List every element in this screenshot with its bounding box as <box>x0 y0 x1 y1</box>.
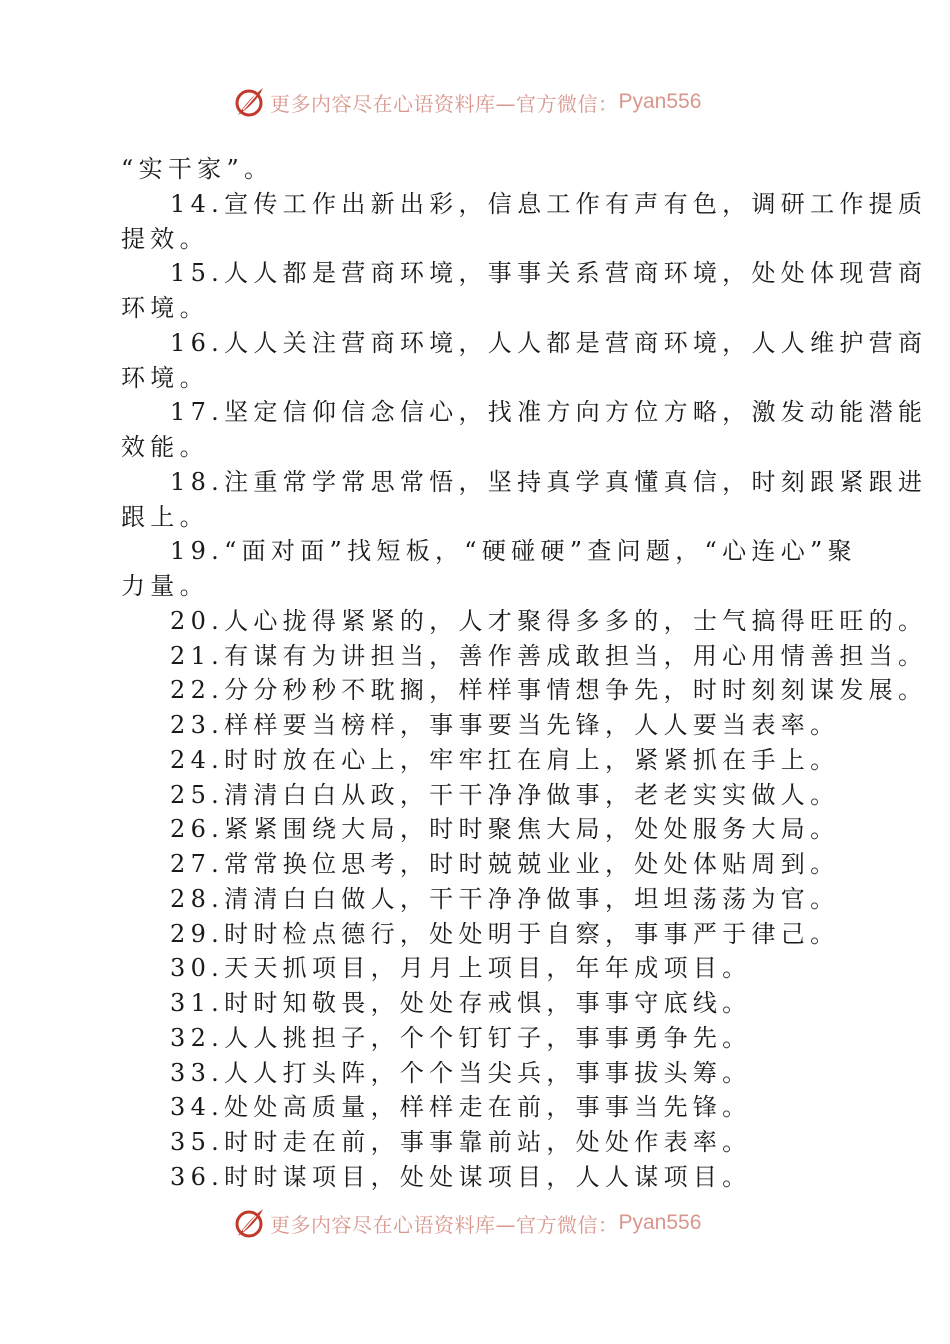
header-watermark-text: 更多内容尽在心语资料库—官方微信： <box>270 91 619 116</box>
list-item: 23.样样要当榜样，事事要当先锋，人人要当表率。 <box>170 711 840 739</box>
list-item: 24.时时放在心上，牢牢扛在肩上，紧紧抓在手上。 <box>170 745 840 774</box>
list-item-continuation: 效能。 <box>121 433 209 461</box>
list-item: 17.坚定信仰信念信心，找准方向方位方略，激发动能潜能 <box>170 398 928 427</box>
list-item: 30.天天抓项目，月月上项目，年年成项目。 <box>170 954 752 983</box>
list-item: 20.人心拢得紧紧的，人才聚得多多的，士气搞得旺旺的。 <box>170 606 928 635</box>
list-item-continuation: 环境。 <box>121 363 209 392</box>
list-item: 31.时时知敬畏，处处存戒惧，事事守底线。 <box>170 989 752 1017</box>
list-item: 21.有谋有为讲担当，善作善成敢担当，用心用情善担当。 <box>170 641 928 670</box>
list-item-continuation: 提效。 <box>121 224 209 253</box>
list-item: 19.“面对面”找短板，“硬碰硬”查问题，“心连心”聚 <box>170 537 857 566</box>
quill-logo-icon <box>232 1206 266 1240</box>
list-item: 15.人人都是营商环境，事事关系营商环境，处处体现营商 <box>170 259 928 288</box>
list-item-continuation: 跟上。 <box>121 502 209 531</box>
list-item: 36.时时谋项目，处处谋项目，人人谋项目。 <box>170 1162 752 1191</box>
list-item: 34.处处高质量，样样走在前，事事当先锋。 <box>170 1093 752 1122</box>
list-item-continuation: 环境。 <box>121 294 209 322</box>
list-item: 32.人人挑担子，个个钉钉子，事事勇争先。 <box>170 1023 752 1052</box>
list-item: 16.人人关注营商环境，人人都是营商环境，人人维护营商 <box>170 328 928 357</box>
list-item: 28.清清白白做人，干干净净做事，坦坦荡荡为官。 <box>170 884 840 913</box>
footer-watermark-text: 更多内容尽在心语资料库—官方微信： <box>270 1212 619 1237</box>
list-item: 29.时时检点德行，处处明于自察，事事严于律己。 <box>170 919 840 948</box>
list-item: 14.宣传工作出新出彩，信息工作有声有色，调研工作提质 <box>170 189 928 218</box>
list-item: 26.紧紧围绕大局，时时聚焦大局，处处服务大局。 <box>170 815 840 844</box>
footer-watermark <box>232 1203 701 1243</box>
list-item: 22.分分秒秒不耽搁，样样事情想争先，时时刻刻谋发展。 <box>170 676 928 705</box>
list-item-continuation: 力量。 <box>121 572 209 600</box>
list-item: 27.常常换位思考，时时兢兢业业，处处体贴周到。 <box>170 850 840 878</box>
header-watermark <box>232 82 701 122</box>
footer-watermark-id: Pyan556 <box>618 1211 702 1234</box>
list-item: 35.时时走在前，事事靠前站，处处作表率。 <box>170 1128 752 1156</box>
list-item: 25.清清白白从政，干干净净做事，老老实实做人。 <box>170 780 840 809</box>
list-item: 33.人人打头阵，个个当尖兵，事事拔头筹。 <box>170 1058 752 1087</box>
header-watermark-id: Pyan556 <box>618 90 702 113</box>
list-item: 18.注重常学常思常悟，坚持真学真懂真信，时刻跟紧跟进 <box>170 467 928 496</box>
quill-logo-icon <box>232 85 266 119</box>
list-item-continuation: “实干家”。 <box>121 155 274 183</box>
